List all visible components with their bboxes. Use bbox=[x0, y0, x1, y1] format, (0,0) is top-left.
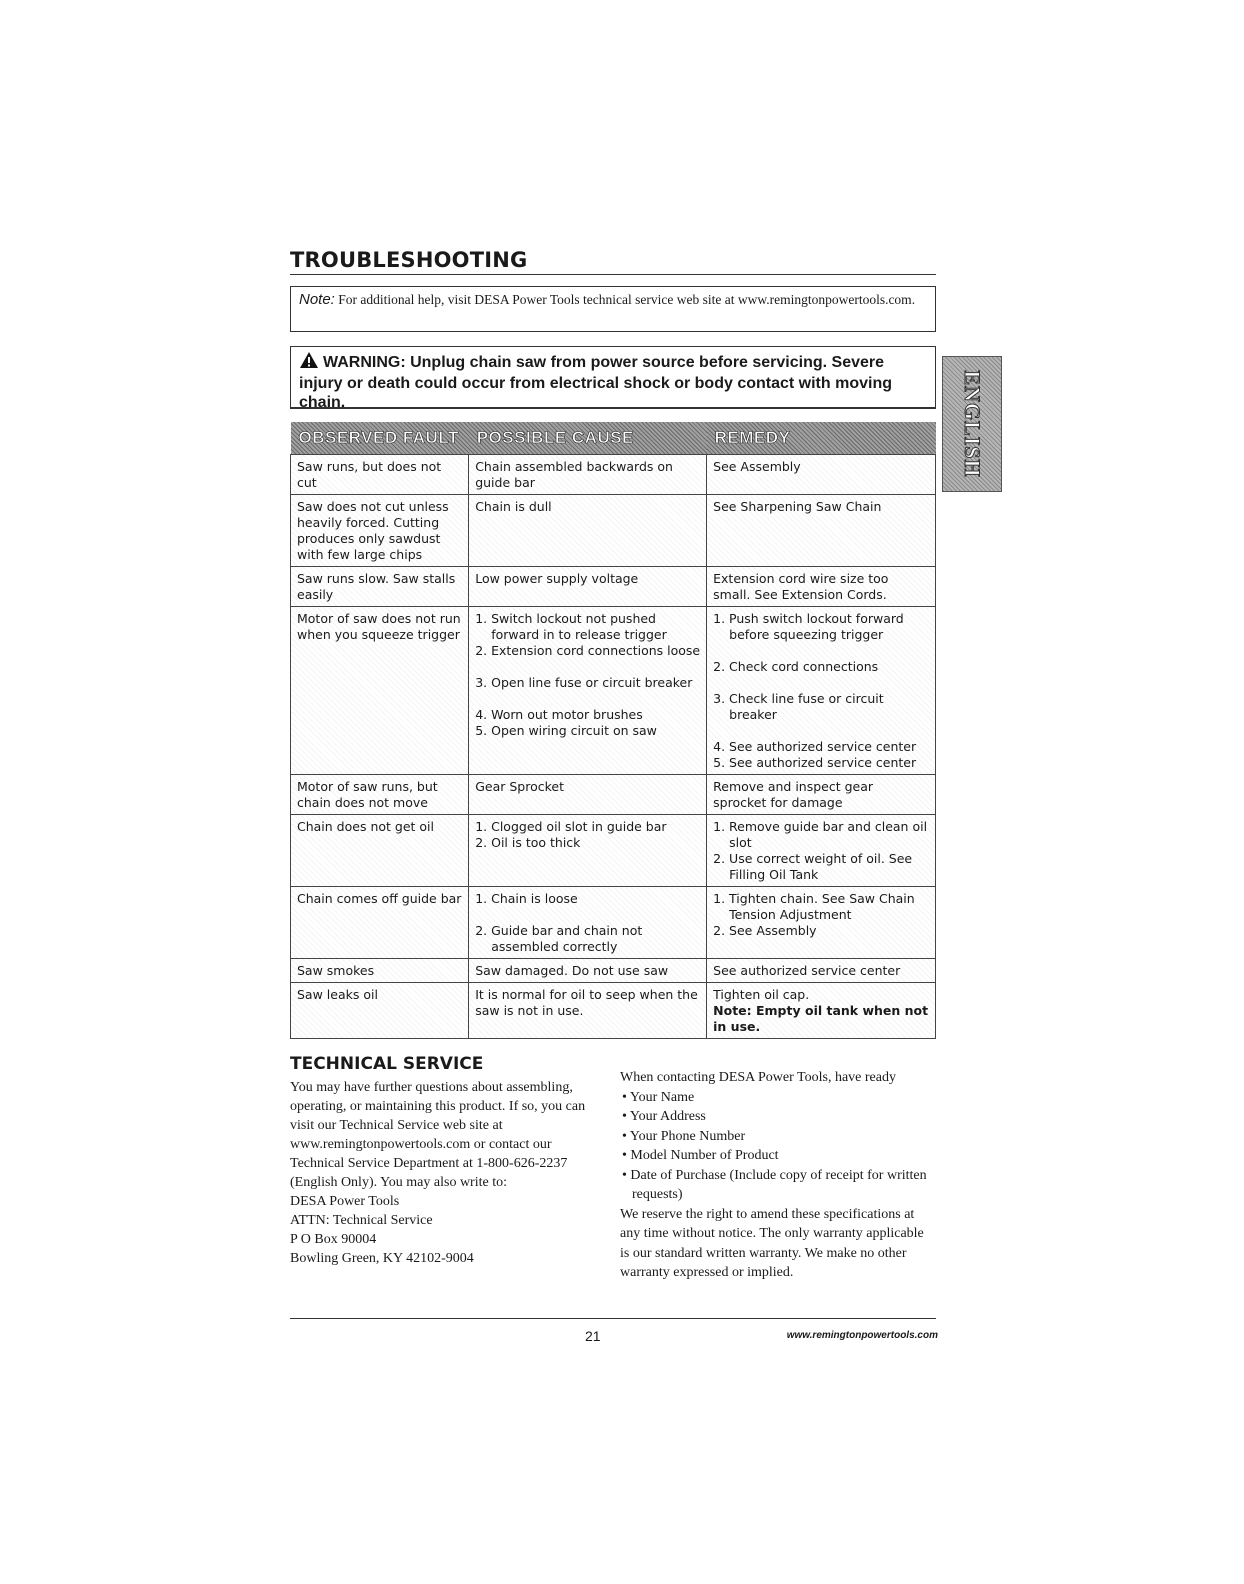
cause-item: 1. Switch lockout not pushed forward in to release trigger bbox=[475, 611, 667, 642]
remedy-item: Tighten oil cap. bbox=[713, 987, 810, 1002]
remedy-item: 5. See authorized service center bbox=[713, 755, 917, 770]
cause-item: 2. Extension cord connections loose bbox=[475, 643, 701, 658]
cause-item: 1. Chain is loose bbox=[475, 891, 578, 906]
remedy-text: See Sharpening Saw Chain bbox=[713, 499, 882, 514]
fault-cell: Saw does not cut unless heavily forced. Cutting produces only sawdust with few large chips bbox=[291, 495, 469, 567]
cause-cell bbox=[469, 607, 707, 775]
cause-text: Saw damaged. Do not use saw bbox=[475, 963, 669, 978]
warranty-disclaimer: We reserve the right to amend these specifications at any time without notice. The only warranty applicable is our standard written warranty. We make no other warranty expressed or implied. bbox=[620, 1206, 924, 1280]
header-possible-cause: POSSIBLE CAUSE bbox=[469, 422, 707, 455]
note-text: For additional help, visit DESA Power Tools technical service web site at www.remingtonpowertools.com. bbox=[338, 292, 916, 307]
fault-cell: Chain does not get oil bbox=[291, 815, 469, 887]
cause-item: 3. Open line fuse or circuit breaker bbox=[475, 675, 693, 690]
remedy-item: 1. Remove guide bar and clean oil slot bbox=[713, 819, 928, 850]
cause-text: It is normal for oil to seep when the saw is not in use. bbox=[475, 987, 698, 1018]
cause-text: Gear Sprocket bbox=[475, 779, 564, 794]
table-row bbox=[291, 607, 936, 775]
page-number: 21 bbox=[585, 1328, 601, 1344]
cause-item: 2. Oil is too thick bbox=[475, 835, 581, 850]
technical-service-right-column bbox=[620, 1068, 936, 1283]
table-row bbox=[291, 567, 936, 607]
cause-cell bbox=[469, 455, 707, 495]
list-item: • Date of Purchase (Include copy of receipt for written requests) bbox=[622, 1167, 927, 1202]
troubleshooting-table bbox=[290, 422, 936, 1039]
header-remedy: REMEDY bbox=[707, 422, 936, 455]
list-item: • Your Address bbox=[622, 1109, 706, 1124]
remedy-note: Note: Empty oil tank when not in use. bbox=[713, 1003, 929, 1034]
fault-cell: Saw runs, but does not cut bbox=[291, 455, 469, 495]
remedy-cell bbox=[707, 959, 936, 983]
table-header-row bbox=[291, 422, 936, 455]
address-line: ATTN: Technical Service bbox=[290, 1213, 433, 1228]
list-item: • Your Phone Number bbox=[622, 1128, 746, 1144]
cause-cell bbox=[469, 887, 707, 959]
remedy-item: 4. See authorized service center bbox=[713, 739, 917, 754]
cause-item: 2. Guide bar and chain not assembled correctly bbox=[475, 923, 643, 954]
technical-service-title: TECHNICAL SERVICE bbox=[290, 1054, 484, 1074]
cause-item: 4. Worn out motor brushes bbox=[475, 707, 643, 722]
cause-text: Chain assembled backwards on guide bar bbox=[475, 459, 673, 490]
remedy-item: 1. Tighten chain. See Saw Chain Tension Adjustment bbox=[713, 891, 915, 922]
table-row bbox=[291, 815, 936, 887]
technical-service-paragraph: You may have further questions about assembling, operating, or maintaining this product. If so, you can visit our Technical Service web site at www.remingtonpowertools.com or contact our Technical Service Department at 1-800-626-2237 (English Only). You may also write to: bbox=[290, 1080, 586, 1190]
cause-cell bbox=[469, 959, 707, 983]
remedy-cell bbox=[707, 983, 936, 1039]
fault-cell: Saw smokes bbox=[291, 959, 469, 983]
cause-text: Low power supply voltage bbox=[475, 571, 639, 586]
remedy-cell bbox=[707, 495, 936, 567]
address-line: P O Box 90004 bbox=[290, 1232, 377, 1247]
note-label: Note: bbox=[299, 291, 335, 308]
footer-url: www.remingtonpowertools.com bbox=[786, 1330, 938, 1341]
warning-triangle-icon bbox=[299, 351, 319, 374]
remedy-cell bbox=[707, 887, 936, 959]
header-observed-fault: OBSERVED FAULT bbox=[291, 422, 469, 455]
table-row bbox=[291, 983, 936, 1039]
cause-cell bbox=[469, 567, 707, 607]
address-line: Bowling Green, KY 42102-9004 bbox=[290, 1251, 474, 1266]
remedy-cell bbox=[707, 455, 936, 495]
fault-cell: Saw leaks oil bbox=[291, 983, 469, 1039]
remedy-cell bbox=[707, 607, 936, 775]
table-row bbox=[291, 775, 936, 815]
cause-item: 5. Open wiring circuit on saw bbox=[475, 723, 657, 738]
remedy-text: See Assembly bbox=[713, 459, 801, 474]
cause-cell bbox=[469, 775, 707, 815]
fault-cell: Chain comes off guide bar bbox=[291, 887, 469, 959]
address-line: DESA Power Tools bbox=[290, 1194, 400, 1209]
cause-cell bbox=[469, 815, 707, 887]
remedy-item: 3. Check line fuse or circuit breaker bbox=[713, 691, 884, 722]
remedy-item: 1. Push switch lockout forward before squeezing trigger bbox=[713, 611, 904, 642]
fault-cell: Saw runs slow. Saw stalls easily bbox=[291, 567, 469, 607]
footer-divider bbox=[290, 1318, 936, 1319]
table-row bbox=[291, 887, 936, 959]
fault-cell: Motor of saw runs, but chain does not move bbox=[291, 775, 469, 815]
list-item: • Your Name bbox=[622, 1089, 695, 1105]
remedy-cell bbox=[707, 815, 936, 887]
warning-text: WARNING: Unplug chain saw from power source before servicing. Severe injury or death could occur from electrical shock or body contact with moving chain. bbox=[299, 354, 892, 411]
remedy-text: See authorized service center bbox=[713, 963, 901, 978]
page-title: TROUBLESHOOTING bbox=[290, 248, 936, 275]
note-box bbox=[290, 286, 936, 332]
remedy-item: 2. Check cord connections bbox=[713, 659, 879, 674]
cause-cell bbox=[469, 495, 707, 567]
warning-box bbox=[290, 346, 936, 409]
remedy-item: 2. See Assembly bbox=[713, 923, 817, 938]
language-tab-label: ENGLISH bbox=[960, 370, 985, 478]
table-row bbox=[291, 495, 936, 567]
cause-text: Chain is dull bbox=[475, 499, 552, 514]
remedy-text: Remove and inspect gear sprocket for damage bbox=[713, 779, 874, 810]
remedy-cell bbox=[707, 775, 936, 815]
cause-item: 1. Clogged oil slot in guide bar bbox=[475, 819, 667, 834]
table-row bbox=[291, 455, 936, 495]
technical-service-left-column bbox=[290, 1078, 606, 1268]
cause-cell bbox=[469, 983, 707, 1039]
remedy-cell bbox=[707, 567, 936, 607]
table-row bbox=[291, 959, 936, 983]
language-tab bbox=[942, 356, 1002, 492]
fault-cell: Motor of saw does not run when you squeeze trigger bbox=[291, 607, 469, 775]
contact-list bbox=[620, 1088, 936, 1205]
remedy-item: 2. Use correct weight of oil. See Filling Oil Tank bbox=[713, 851, 913, 882]
remedy-text: Extension cord wire size too small. See Extension Cords. bbox=[713, 571, 889, 602]
list-item: • Model Number of Product bbox=[622, 1148, 779, 1163]
contact-intro: When contacting DESA Power Tools, have ready bbox=[620, 1070, 896, 1085]
